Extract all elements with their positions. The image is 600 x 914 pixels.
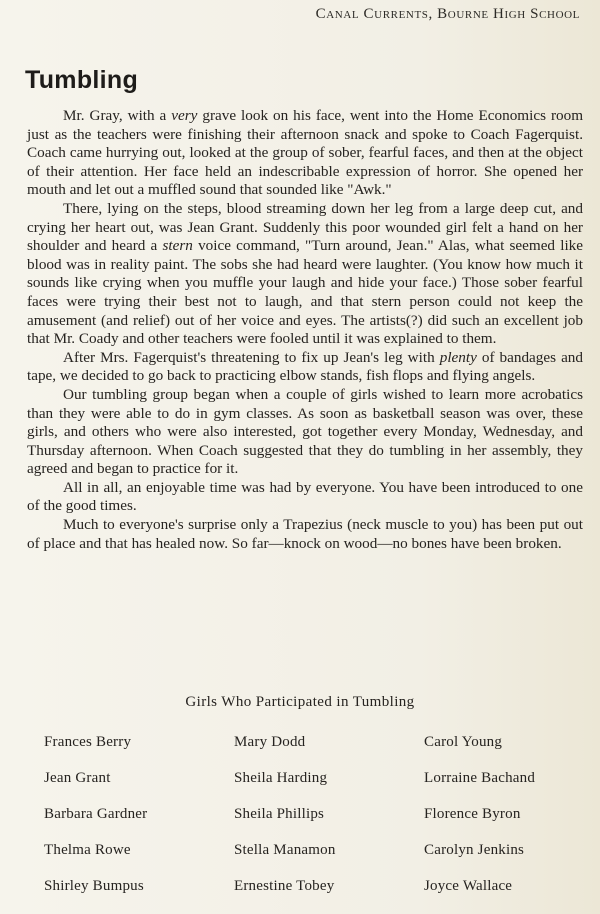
participant-name: Stella Manamon — [234, 842, 336, 858]
article-body — [27, 107, 583, 553]
emphasis: stern — [162, 237, 193, 255]
participant-name: Shirley Bumpus — [44, 878, 144, 894]
emphasis: plenty — [439, 348, 477, 366]
page-header: Canal Currents, Bourne High School — [315, 6, 580, 22]
participant-name: Thelma Rowe — [44, 842, 131, 858]
participant-name: Jean Grant — [44, 770, 111, 786]
emphasis: very — [171, 107, 198, 124]
article-title: Tumbling — [25, 66, 139, 94]
participant-name: Carolyn Jenkins — [424, 842, 525, 858]
roster-title: Girls Who Participated in Tumbling — [185, 694, 415, 710]
paragraph: After Mrs. Fagerquist's threatening to fix up Jean's leg with plenty of bandages and tape, we decided to go back to practicing elbow stands, fish flops and flying angels. — [27, 348, 583, 385]
participant-name: Mary Dodd — [234, 734, 306, 750]
participant-roster — [44, 734, 584, 914]
participant-name: Sheila Harding — [234, 770, 328, 786]
paragraph: Our tumbling group began when a couple of girls wished to learn more acrobatics than they were able to do in gym classes. As soon as basketball season was over, these girls, and others who were also interested, got together every Monday, Wednesday, and Thursday afternoon. When Coach suggested that they do tumbling in her assembly, they agreed and began to practice for it. — [27, 385, 583, 478]
participant-name: Carol Young — [424, 734, 503, 750]
paragraph: Mr. Gray, with a very grave look on his face, went into the Home Economics room just as the teachers were finishing their afternoon snack and spoke to Coach Fagerquist. Coach came hurrying out, looked at the group of sober, fearful faces, and then at the object of their attention. Her face held an indescribable expression of horror. She opened her mouth and let out a muffled sound that sounded like "Awk." — [27, 107, 584, 199]
participant-name: Barbara Gardner — [44, 806, 148, 822]
paragraph: All in all, an enjoyable time was had by everyone. You have been introduced to one of the good times. — [27, 478, 583, 515]
participant-name: Frances Berry — [44, 734, 132, 750]
paragraph: Much to everyone's surprise only a Trapezius (neck muscle to you) has been put out of place and that has healed now. So far—knock on wood—no bones have been broken. — [27, 516, 583, 552]
paragraph: There, lying on the steps, blood streaming down her leg from a large deep cut, and crying her heart out, was Jean Grant. Suddenly this poor wounded girl felt a hand on her shoulder and heard a stern voice command, "Turn around, Jean." Alas, what seemed like blood was in reality paint. The sobs she had heard were laughter. (You know how much it sounds like crying when you muffle your laugh and hide your face.) Those sober fearful faces were trying their best not to laugh, and that stern person could not keep the amusement (and relief) out of her voice and eyes. The artists(?) did such an excellent job that Mr. Coady and other teachers were fooled until it was explained to them. — [27, 199, 583, 348]
participant-name: Lorraine Bachand — [424, 770, 536, 786]
participant-name: Joyce Wallace — [424, 878, 513, 894]
participant-name: Sheila Phillips — [234, 806, 325, 822]
participant-name: Florence Byron — [424, 806, 521, 822]
participant-name: Ernestine Tobey — [234, 878, 335, 894]
